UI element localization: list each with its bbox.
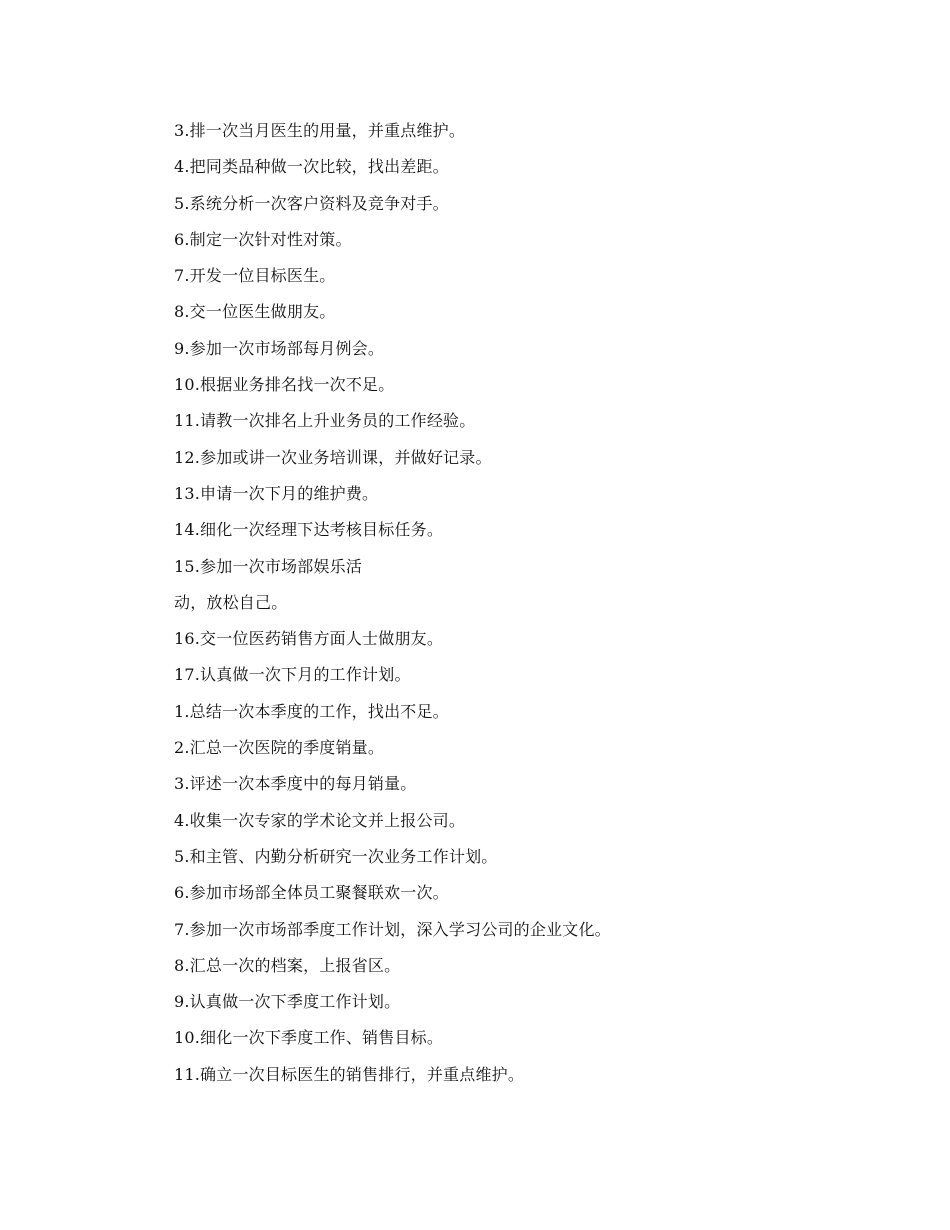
list-item: 9.认真做一次下季度工作计划。 <box>174 992 401 1012</box>
list-item: 11.请教一次排名上升业务员的工作经验。 <box>174 411 476 431</box>
list-item: 16.交一位医药销售方面人士做朋友。 <box>174 629 444 649</box>
list-item: 10.细化一次下季度工作、销售目标。 <box>174 1028 444 1048</box>
list-item: 7.开发一位目标医生。 <box>174 266 336 286</box>
list-item: 8.交一位医生做朋友。 <box>174 302 336 322</box>
list-item: 15.参加一次市场部娱乐活 <box>174 556 363 576</box>
list-item: 5.系统分析一次客户资料及竞争对手。 <box>174 193 449 213</box>
list-item: 2.汇总一次医院的季度销量。 <box>174 738 385 758</box>
list-item: 1.总结一次本季度的工作，找出不足。 <box>174 701 449 721</box>
list-item: 14.细化一次经理下达考核目标任务。 <box>174 520 444 540</box>
list-item: 13.申请一次下月的维护费。 <box>174 483 379 503</box>
list-item: 10.根据业务排名找一次不足。 <box>174 375 395 395</box>
list-item: 4.收集一次专家的学术论文并上报公司。 <box>174 810 466 830</box>
list-item: 8.汇总一次的档案，上报省区。 <box>174 955 401 975</box>
list-item: 6.制定一次针对性对策。 <box>174 229 352 249</box>
list-item-continuation: 动，放松自己。 <box>174 592 288 612</box>
list-item: 12.参加或讲一次业务培训课，并做好记录。 <box>174 447 492 467</box>
list-item: 11.确立一次目标医生的销售排行，并重点维护。 <box>174 1064 525 1084</box>
list-item: 9.参加一次市场部每月例会。 <box>174 338 385 358</box>
document-body <box>174 113 874 1093</box>
list-item: 4.把同类品种做一次比较，找出差距。 <box>174 157 449 177</box>
list-item: 7.参加一次市场部季度工作计划，深入学习公司的企业文化。 <box>174 919 611 939</box>
list-item: 5.和主管、内勤分析研究一次业务工作计划。 <box>174 846 498 866</box>
list-item: 3.排一次当月医生的用量，并重点维护。 <box>174 121 466 140</box>
list-item: 17.认真做一次下月的工作计划。 <box>174 665 411 685</box>
list-item: 6.参加市场部全体员工聚餐联欢一次。 <box>174 883 449 903</box>
list-item: 3.评述一次本季度中的每月销量。 <box>174 774 417 794</box>
